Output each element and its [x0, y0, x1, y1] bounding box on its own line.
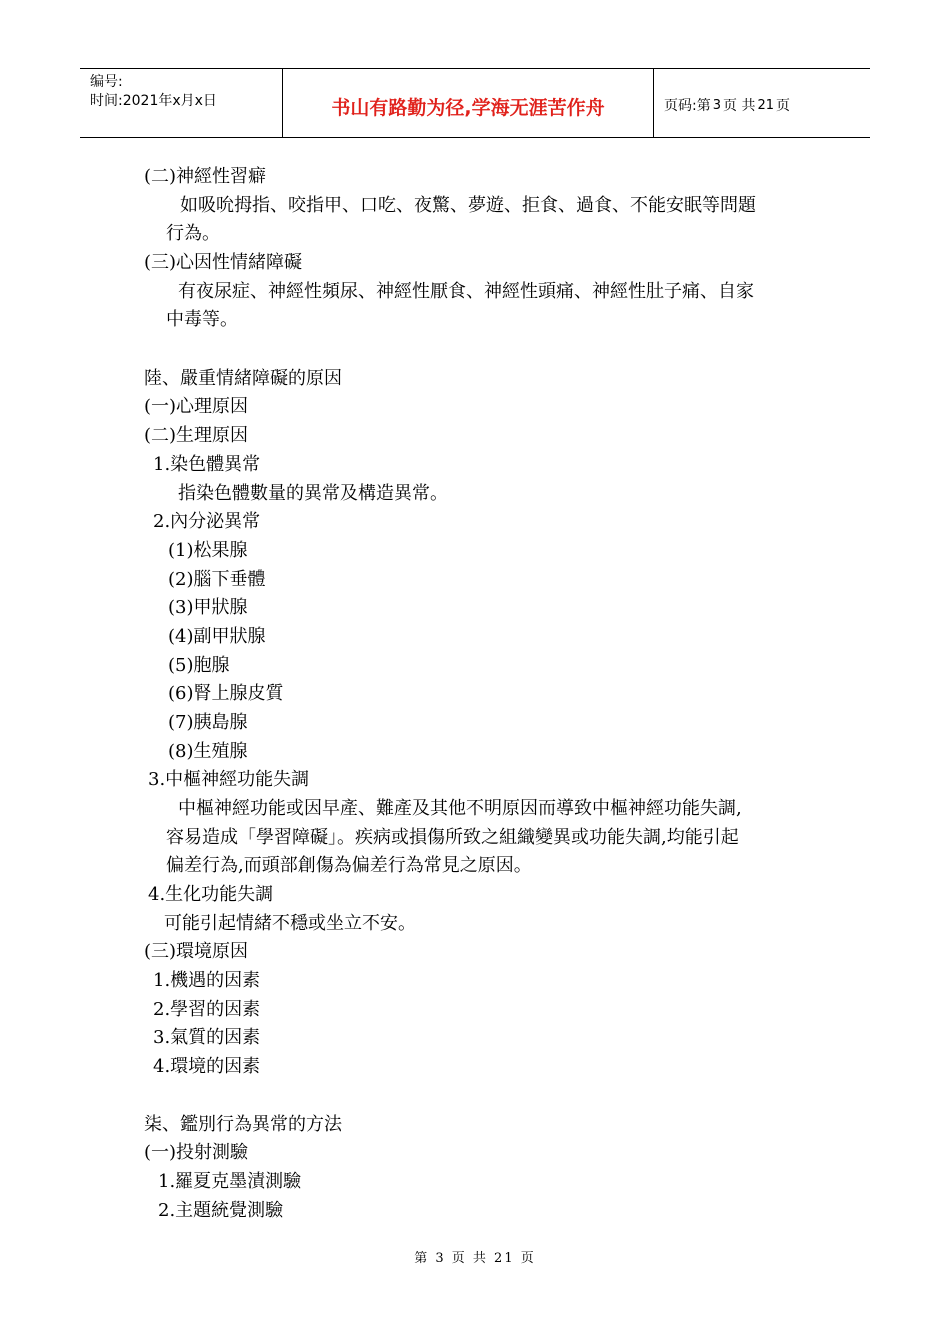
- text-line: (三)環境原因: [144, 941, 249, 962]
- text-line: 2.內分泌異常: [153, 511, 261, 532]
- text-line: 容易造成「學習障礙」。疾病或損傷所致之組織變異或功能失調,均能引起: [166, 827, 739, 848]
- page-prefix: 页码:第: [664, 98, 711, 114]
- text-line: (7)胰島腺: [168, 712, 248, 733]
- text-line: 2.主題統覺測驗: [158, 1200, 284, 1221]
- text-line: 1.染色體異常: [153, 454, 261, 475]
- text-line: (4)副甲狀腺: [168, 626, 266, 647]
- text-line: 3.氣質的因素: [153, 1027, 261, 1048]
- text-line: (三)心因性情緒障礙: [144, 252, 303, 273]
- header-meta: [80, 69, 282, 137]
- header-motto: 书山有路勤为径,学海无涯苦作舟: [282, 69, 654, 137]
- text-line: (一)投射測驗: [144, 1142, 249, 1163]
- text-line: 1.機遇的因素: [153, 970, 261, 991]
- header-page-info: [654, 69, 870, 137]
- serial-label: 编号:: [90, 74, 123, 90]
- text-line: (一)心理原因: [144, 396, 249, 417]
- page-header: [80, 68, 870, 138]
- text-line: (8)生殖腺: [168, 741, 248, 762]
- text-line: (2)腦下垂體: [168, 569, 266, 590]
- text-line: 3.中樞神經功能失調: [148, 769, 310, 790]
- text-line: (二)生理原因: [144, 425, 249, 446]
- text-line: 2.學習的因素: [153, 999, 261, 1020]
- text-line: 1.羅夏克墨漬測驗: [158, 1171, 302, 1192]
- page-suffix: 页: [776, 98, 790, 114]
- page-total: 21: [757, 97, 774, 113]
- text-line: (3)甲狀腺: [168, 597, 248, 618]
- text-line: 如吸吮拇指、咬指甲、口吃、夜驚、夢遊、拒食、過食、不能安眠等問題: [180, 195, 756, 216]
- section-heading: 柒、鑑別行為異常的方法: [144, 1114, 342, 1135]
- page-footer: 第 3 页 共 21 页: [414, 1251, 536, 1266]
- text-line: (二)神經性習癖: [144, 166, 267, 187]
- text-line: (1)松果腺: [168, 540, 248, 561]
- text-line: 4.環境的因素: [153, 1056, 261, 1077]
- page-number: 3: [712, 97, 721, 113]
- text-line: (5)胞腺: [168, 655, 230, 676]
- text-line: 可能引起情緒不穩或坐立不安。: [164, 913, 416, 934]
- text-line: 中毒等。: [166, 309, 238, 330]
- text-line: 行為。: [166, 223, 220, 244]
- page-mid: 页 共: [723, 98, 756, 114]
- text-line: 中樞神經功能或因早產、難產及其他不明原因而導致中樞神經功能失調,: [178, 798, 742, 819]
- text-line: 有夜尿症、神經性頻尿、神經性厭食、神經性頭痛、神經性肚子痛、自家: [178, 281, 754, 302]
- text-line: 4.生化功能失調: [148, 884, 274, 905]
- text-line: 偏差行為,而頭部創傷為偏差行為常見之原因。: [166, 855, 532, 876]
- text-line: (6)腎上腺皮質: [168, 683, 284, 704]
- section-heading: 陸、嚴重情緒障礙的原因: [144, 368, 342, 389]
- text-line: 指染色體數量的異常及構造異常。: [178, 483, 448, 504]
- time-label: 时间:2021年x月x日: [90, 93, 217, 109]
